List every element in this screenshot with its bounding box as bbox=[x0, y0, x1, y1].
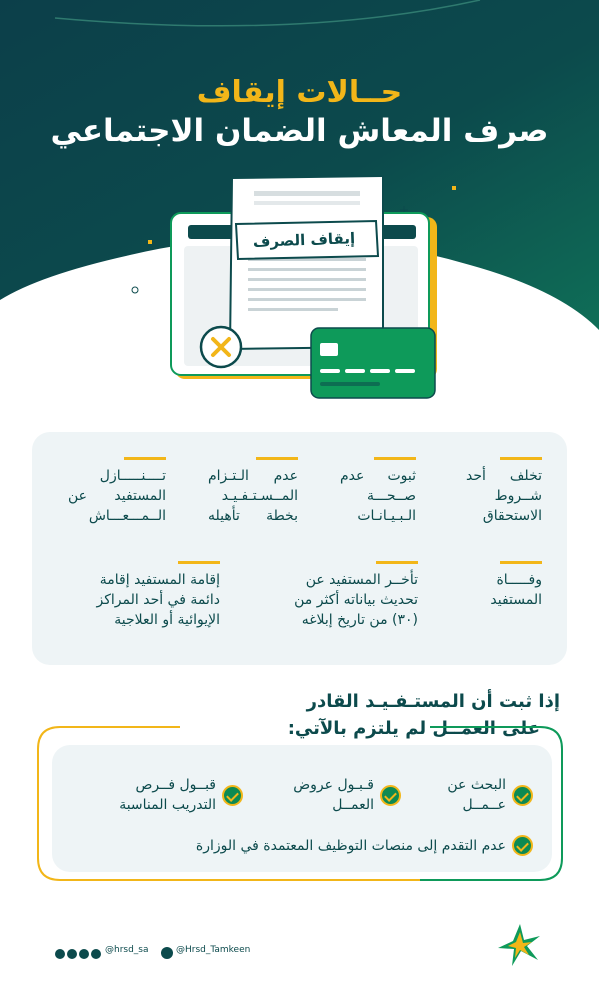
condition-bar bbox=[256, 457, 298, 460]
title-line-1: حــالات إيقاف bbox=[196, 75, 403, 110]
instagram-icon[interactable] bbox=[91, 949, 101, 959]
cancel-mark bbox=[201, 327, 241, 367]
work-item: قبــول فــرص التدريب المناسبة bbox=[119, 777, 216, 813]
condition-item: ثبوت عدم صــحـــة الـبـيـانـات bbox=[340, 466, 416, 526]
document-paper bbox=[230, 176, 383, 349]
check-icon bbox=[222, 785, 243, 806]
snapchat-icon[interactable] bbox=[55, 949, 65, 959]
condition-bar bbox=[374, 457, 416, 460]
condition-item: تــــنـــــازل المستفيد عن الــمـــعـــاش bbox=[68, 466, 166, 526]
stop-payment-illustration bbox=[0, 0, 599, 420]
condition-item: إقامة المستفيد إقامة دائمة في أحد المراكز الإيوائية أو العلاجية bbox=[60, 570, 220, 630]
check-icon bbox=[512, 835, 533, 856]
document-label: إيقاف الصرف bbox=[252, 229, 356, 251]
handle-right[interactable]: @Hrsd_Tamkeen bbox=[176, 945, 251, 955]
handle-left[interactable]: @hrsd_sa bbox=[105, 945, 149, 955]
condition-item: تخلف أحد شــروط الاستحقاق bbox=[466, 466, 542, 526]
bank-card bbox=[311, 328, 435, 398]
check-icon bbox=[512, 785, 533, 806]
facebook-icon[interactable] bbox=[79, 949, 89, 959]
condition-item: وفـــــاة المستفيد bbox=[468, 570, 542, 610]
condition-bar bbox=[500, 561, 542, 564]
twitter-icon[interactable] bbox=[161, 947, 173, 959]
youtube-icon[interactable] bbox=[67, 949, 77, 959]
work-section-title: إذا ثبت أن المستـفـيـد القادر على العمــل لم يلتزم بالآتي: bbox=[287, 691, 560, 739]
condition-bar bbox=[178, 561, 220, 564]
check-icon bbox=[380, 785, 401, 806]
footer bbox=[0, 940, 599, 970]
ministry-logo bbox=[494, 920, 546, 970]
condition-item: تأخــر المستفيد عن تحديث بياناته أكثر من (٣٠) من تاريخ إبلاغه bbox=[258, 570, 418, 630]
work-item: قـبـول عروض العمــل bbox=[293, 777, 374, 813]
condition-item: عدم الـتـزام المــسـتـفـيـد بخطة تأهيله bbox=[208, 466, 298, 526]
title-line-2: صرف المعاش الضمان الاجتماعي bbox=[50, 113, 549, 149]
hero-header bbox=[0, 0, 599, 420]
condition-bar bbox=[124, 457, 166, 460]
condition-bar bbox=[376, 561, 418, 564]
work-item: البحث عن عــمــل bbox=[447, 777, 506, 813]
condition-bar bbox=[500, 457, 542, 460]
work-item: عدم التقدم إلى منصات التوظيف المعتمدة في الوزارة bbox=[195, 838, 506, 854]
